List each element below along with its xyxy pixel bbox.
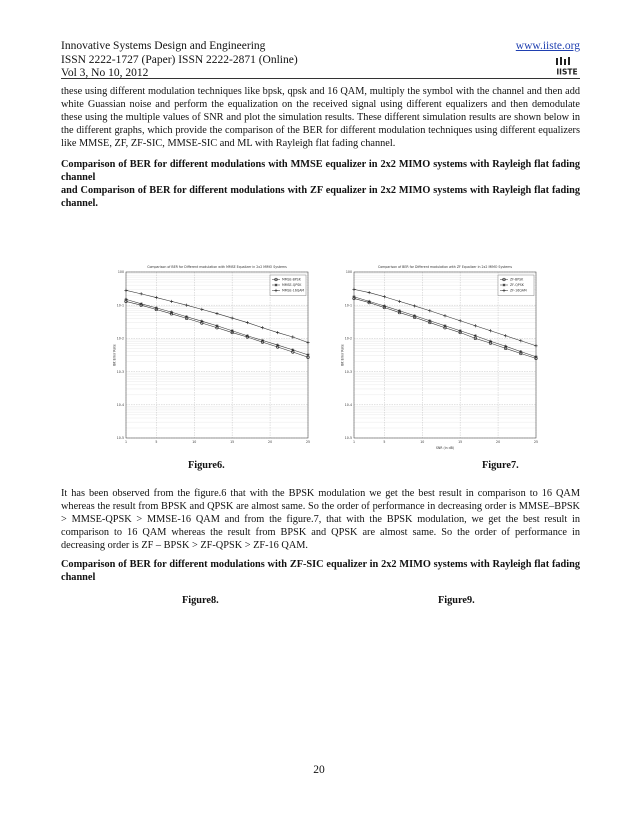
fig6-point-2 xyxy=(261,326,264,329)
journal-header xyxy=(61,40,298,81)
fig7-xtick-label: 10 xyxy=(420,440,425,444)
page-number: 20 xyxy=(313,764,325,776)
fig7-xlabel: SNR (in dB) xyxy=(435,446,455,450)
fig6-point-2 xyxy=(231,316,234,319)
fig6-xtick-label: 5 xyxy=(155,440,158,444)
figure8-caption: Figure8. xyxy=(182,595,219,606)
header-rule xyxy=(61,78,580,79)
figure9-caption: Figure9. xyxy=(438,595,475,606)
fig7-point-2 xyxy=(398,300,401,303)
fig6-ytick-label: 100 xyxy=(117,270,124,275)
fig7-ylabel: Bit Error Rate xyxy=(340,344,345,366)
website-link[interactable]: www.iiste.org xyxy=(515,40,580,52)
fig6-point-2 xyxy=(155,296,158,299)
fig7-point-2 xyxy=(474,324,477,327)
intro-paragraph: these using different modulation techniques like bpsk, qpsk and 16 QAM, multiply the symbol with the channel and then add white Guassian noise and perform the equalization on the received signal using different equalizers and then demodulate these using the multiple values of SNR and plot the simulation results. These different simulation results are shown below in the different graphs, which provide the comparison of the BER for different modulation techniques using different equalizers like MMSE, ZF, ZF-SIC, MMSE-SIC and ML with Rayleigh flat fading channel. xyxy=(61,86,580,149)
fig7-ytick-label: 100 xyxy=(345,270,352,275)
fig6-ytick-label: 10-1 xyxy=(116,303,124,308)
fig7-point-2 xyxy=(352,288,355,291)
fig7-legend-label-2: ZF-16QAM xyxy=(510,288,527,293)
fig7-ytick-label: 10-3 xyxy=(344,369,352,374)
fig7-point-2 xyxy=(413,304,416,307)
fig7-ytick-label: 10-5 xyxy=(344,436,352,441)
figure7-chart xyxy=(340,260,545,452)
fig7-point-2 xyxy=(443,314,446,317)
fig6-xtick-label: 15 xyxy=(230,440,235,444)
fig7-ytick-label: 10-1 xyxy=(344,303,352,308)
fig6-point-2 xyxy=(246,321,249,324)
fig6-xtick-label: 20 xyxy=(268,440,273,444)
fig7-series-line-2 xyxy=(354,289,536,345)
fig7-point-2 xyxy=(489,329,492,332)
fig6-legend-label-0: MMSE-BPSK xyxy=(282,277,301,282)
journal-volume: Vol 3, No 10, 2012 xyxy=(61,67,149,80)
fig6-point-2 xyxy=(185,304,188,307)
fig6-xtick-label: 1 xyxy=(124,440,128,444)
fig7-legend-label-0: ZF-BPSK xyxy=(510,277,524,282)
fig7-point-1 xyxy=(474,334,477,337)
journal-title: Innovative Systems Design and Engineering xyxy=(61,40,266,52)
fig7-xtick-label: 15 xyxy=(458,440,463,444)
fig6-xtick-label: 10 xyxy=(192,440,197,444)
section-heading-mmse: Comparison of BER for different modulations with MMSE equalizer in 2x2 MIMO systems with Rayleigh flat fading channel xyxy=(61,159,580,183)
fig6-point-1 xyxy=(306,353,309,356)
fig6-legend-label-2: MMSE-16QAM xyxy=(282,288,305,293)
figure7-caption: Figure7. xyxy=(482,460,519,471)
fig7-point-2 xyxy=(368,291,371,294)
section-heading-zf: and Comparison of BER for different modulations with ZF equalizer in 2x2 MIMO systems with Rayleigh flat fading channel. xyxy=(61,185,580,209)
fig6-ylabel: Bit Error Rate xyxy=(112,344,117,366)
fig7-ytick-label: 10-2 xyxy=(344,336,352,341)
fig7-xtick-label: 1 xyxy=(352,440,356,444)
figure6-caption: Figure6. xyxy=(188,460,225,471)
iiste-logo xyxy=(554,56,580,76)
fig7-point-2 xyxy=(534,344,537,347)
fig6-point-2 xyxy=(276,331,279,334)
fig6-xtick-label: 25 xyxy=(305,440,311,444)
figure6-chart xyxy=(112,260,317,452)
fig6-series-line-2 xyxy=(126,290,308,342)
fig7-ytick-label: 10-4 xyxy=(344,403,352,407)
section-heading-zfsic: Comparison of BER for different modulations with ZF-SIC equalizer in 2x2 MIMO systems with Rayleigh flat fading channel xyxy=(61,559,580,583)
fig7-point-2 xyxy=(428,309,431,312)
fig7-point-2 xyxy=(459,319,462,322)
fig7-point-2 xyxy=(519,339,522,342)
results-paragraph: It has been observed from the figure.6 that with the BPSK modulation we get the best result in comparison to 16 QAM whereas the result from BPSK and QPSK are almost same. So the order of performance in decreasing order is MMSE–BPSK > MMSE-QPSK > MMSE-16 QAM and from the figure.7, that with the BPSK modulation, we get the best result in comparison to 16 QAM whereas the result from BPSK and QPSK are almost same. So the order of performance in decreasing order is ZF – BPSK > ZF-QPSK > ZF-16 QAM. xyxy=(61,488,580,551)
fig6-ytick-label: 10-4 xyxy=(116,403,124,407)
fig6-ytick-label: 10-5 xyxy=(116,436,124,441)
fig6-series-line-0 xyxy=(126,301,308,357)
fig7-title: Comparison of BER for Different modulation with ZF Equalizer in 2x2 MIMO Systems xyxy=(378,265,512,269)
fig6-legend-label-1: MMSE-QPSK xyxy=(282,283,302,288)
logo-text: IISTE xyxy=(556,67,578,76)
fig6-ytick-label: 10-3 xyxy=(116,369,124,374)
fig6-point-2 xyxy=(170,300,173,303)
fig6-point-2 xyxy=(140,292,143,295)
journal-issn: ISSN 2222-1727 (Paper) ISSN 2222-2871 (Online) xyxy=(61,53,298,66)
fig7-xtick-label: 25 xyxy=(533,440,539,444)
fig6-point-2 xyxy=(291,335,294,338)
fig7-axes-frame xyxy=(354,272,536,438)
fig6-ytick-label: 10-2 xyxy=(116,336,124,341)
fig7-point-2 xyxy=(504,334,507,337)
fig7-xtick-label: 5 xyxy=(383,440,386,444)
fig7-legend-label-1: ZF-QPSK xyxy=(510,283,524,288)
fig7-point-2 xyxy=(383,295,386,298)
fig7-xtick-label: 20 xyxy=(496,440,501,444)
fig6-title: Comparison of BER for Different modulation with MMSE Equalizer in 2x2 MIMO Systems xyxy=(147,265,287,269)
